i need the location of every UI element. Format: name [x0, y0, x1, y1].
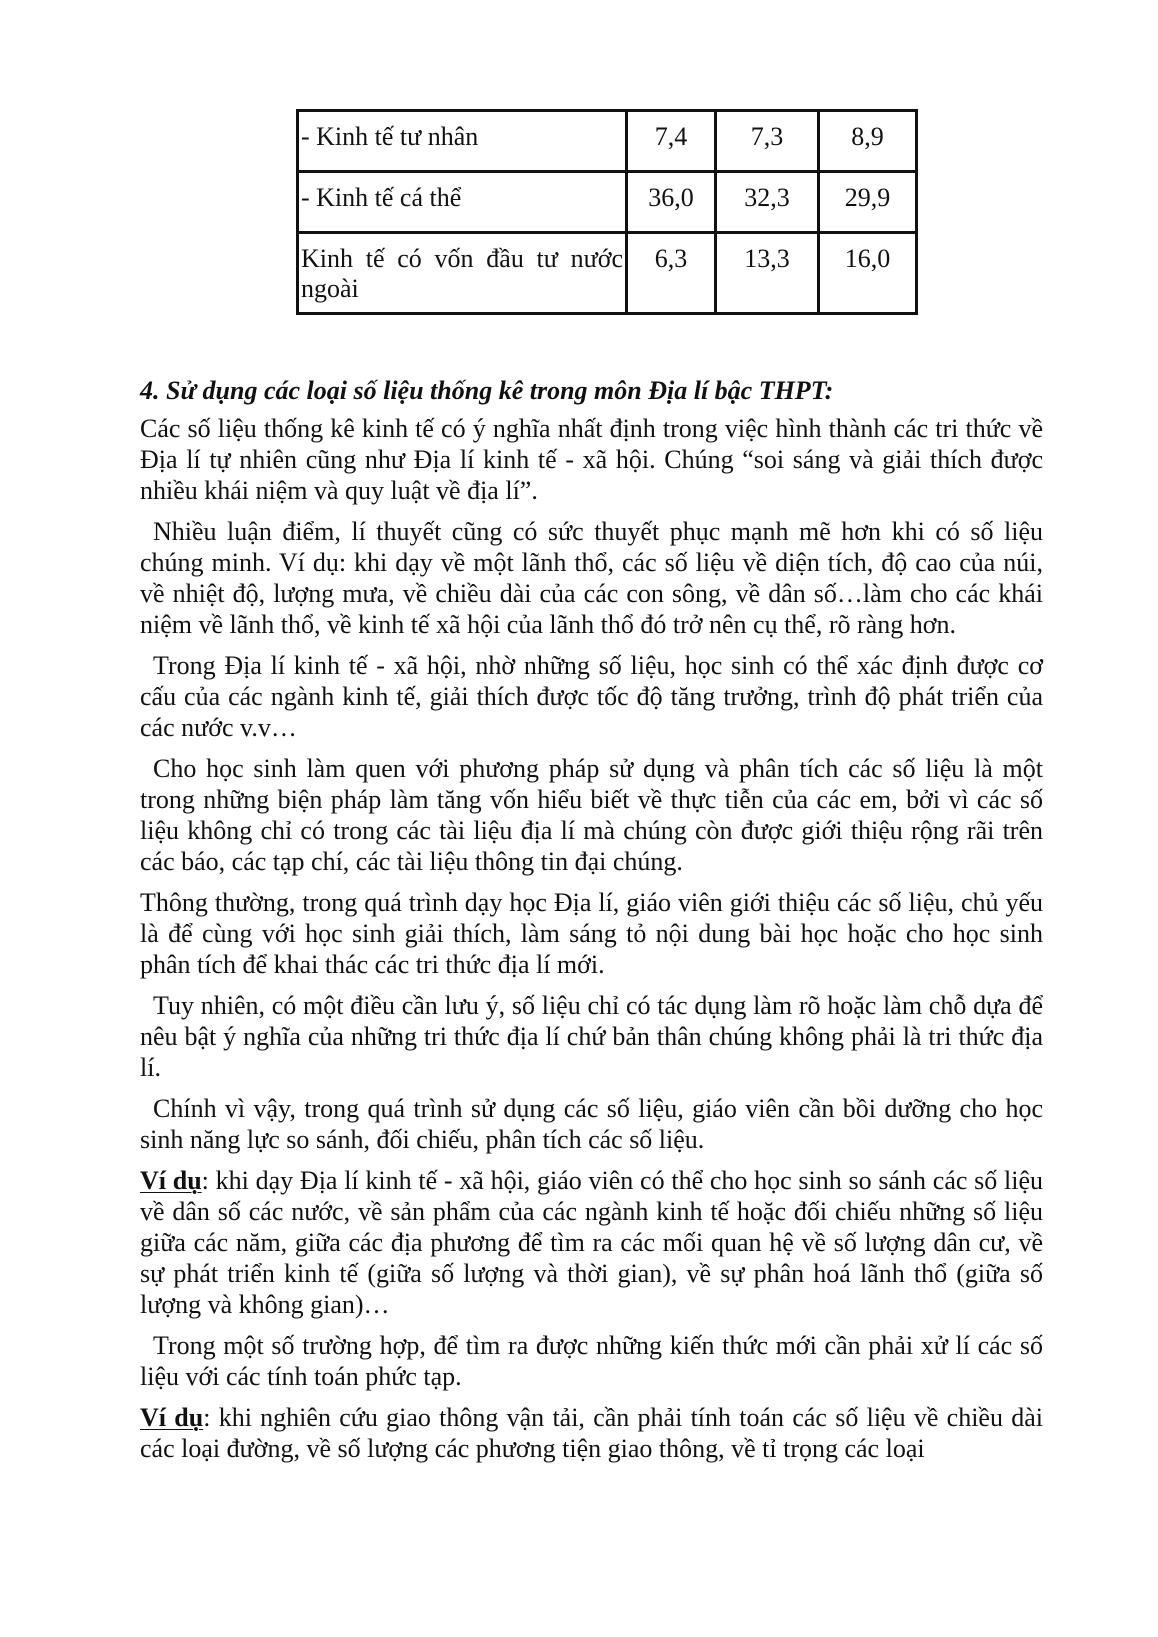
table-cell: 36,0 — [627, 172, 716, 233]
table-cell: 16,0 — [819, 233, 917, 314]
example-label: Ví dụ — [140, 1166, 202, 1195]
table-cell: 13,3 — [716, 233, 819, 314]
table-cell: 8,9 — [819, 111, 917, 172]
paragraph: Các số liệu thống kê kinh tế có ý nghĩa nhất định trong việc hình thành các tri thức về Địa lí tự nhiên cũng như Địa lí kinh tế - xã hội. Chúng “soi sáng và giải thích được nhiều khái niệm và quy luật về địa lí”. — [140, 414, 1043, 505]
section-heading: 4. Sử dụng các loại số liệu thống kê trong môn Địa lí bậc THPT: — [140, 376, 834, 405]
table-cell: 29,9 — [819, 172, 917, 233]
example-paragraph — [140, 1402, 1043, 1464]
table-cell: 32,3 — [716, 172, 819, 233]
table-cell: 7,3 — [716, 111, 819, 172]
paragraph: Trong một số trường hợp, để tìm ra được những kiến thức mới cần phải xử lí các số liệu với các tính toán phức tạp. — [140, 1331, 1043, 1391]
row-label: - Kinh tế tư nhân — [298, 111, 627, 172]
statistics-table — [296, 109, 918, 315]
row-label: - Kinh tế cá thể — [298, 172, 627, 233]
example-paragraph — [140, 1165, 1043, 1320]
table-row — [298, 111, 917, 172]
paragraph: Cho học sinh làm quen với phương pháp sử dụng và phân tích các số liệu là một trong những biện pháp làm tăng vốn hiểu biết về thực tiễn của các em, bởi vì các số liệu không chỉ có trong các tài liệu địa lí mà chúng còn được giới thiệu rộng rãi trên các báo, các tạp chí, các tài liệu thông tin đại chúng. — [140, 754, 1043, 876]
table-cell: 7,4 — [627, 111, 716, 172]
table-row — [298, 172, 917, 233]
table-row — [298, 233, 917, 314]
table-cell: 6,3 — [627, 233, 716, 314]
example-colon: : — [201, 1166, 216, 1195]
paragraph: Nhiều luận điểm, lí thuyết cũng có sức thuyết phục mạnh mẽ hơn khi có số liệu chúng minh. Ví dụ: khi dạy về một lãnh thổ, các số liệu về diện tích, độ cao của núi, về nhiệt độ, lượng mưa, về chiều dài của các con sông, về dân số…làm cho các khái niệm về lãnh thổ, về kinh tế xã hội của lãnh thổ đó trở nên cụ thể, rõ ràng hơn. — [140, 517, 1043, 639]
body-text — [140, 374, 1043, 1474]
paragraph-text: khi dạy Địa lí kinh tế - xã hội, giáo viên có thể cho học sinh so sánh các số liệu về dân số các nước, về sản phẩm của các ngành kinh tế hoặc đối chiếu những số liệu giữa các năm, giữa các địa phương để tìm ra các mối quan hệ về số lượng dân cư, về sự phát triển kinh tế (giữa số lượng và thời gian), về sự phân hoá lãnh thổ (giữa số lượng và không gian)… — [140, 1166, 1044, 1319]
paragraph: Chính vì vậy, trong quá trình sử dụng các số liệu, giáo viên cần bồi dưỡng cho học sinh năng lực so sánh, đối chiếu, phân tích các số liệu. — [140, 1094, 1043, 1154]
example-colon: : — [203, 1403, 219, 1432]
paragraph: Trong Địa lí kinh tế - xã hội, nhờ những số liệu, học sinh có thể xác định được cơ cấu của các ngành kinh tế, giải thích được tốc độ tăng trưởng, trình độ phát triển của các nước v.v… — [140, 651, 1043, 742]
paragraph-text: khi nghiên cứu giao thông vận tải, cần phải tính toán các số liệu về chiều dài các loại đường, về số lượng các phương tiện giao thông, về tỉ trọng các loại — [140, 1403, 1043, 1463]
paragraph: Tuy nhiên, có một điều cần lưu ý, số liệu chỉ có tác dụng làm rõ hoặc làm chỗ dựa để nêu bật ý nghĩa của những tri thức địa lí chứ bản thân chúng không phải là tri thức địa lí. — [140, 991, 1043, 1082]
example-label: Ví dụ — [140, 1403, 204, 1432]
row-label: Kinh tế có vốn đầu tư nước ngoài — [298, 233, 627, 314]
paragraph: Thông thường, trong quá trình dạy học Địa lí, giáo viên giới thiệu các số liệu, chủ yếu là để cùng với học sinh giải thích, làm sáng tỏ nội dung bài học hoặc cho học sinh phân tích để khai thác các tri thức địa lí mới. — [140, 888, 1043, 979]
